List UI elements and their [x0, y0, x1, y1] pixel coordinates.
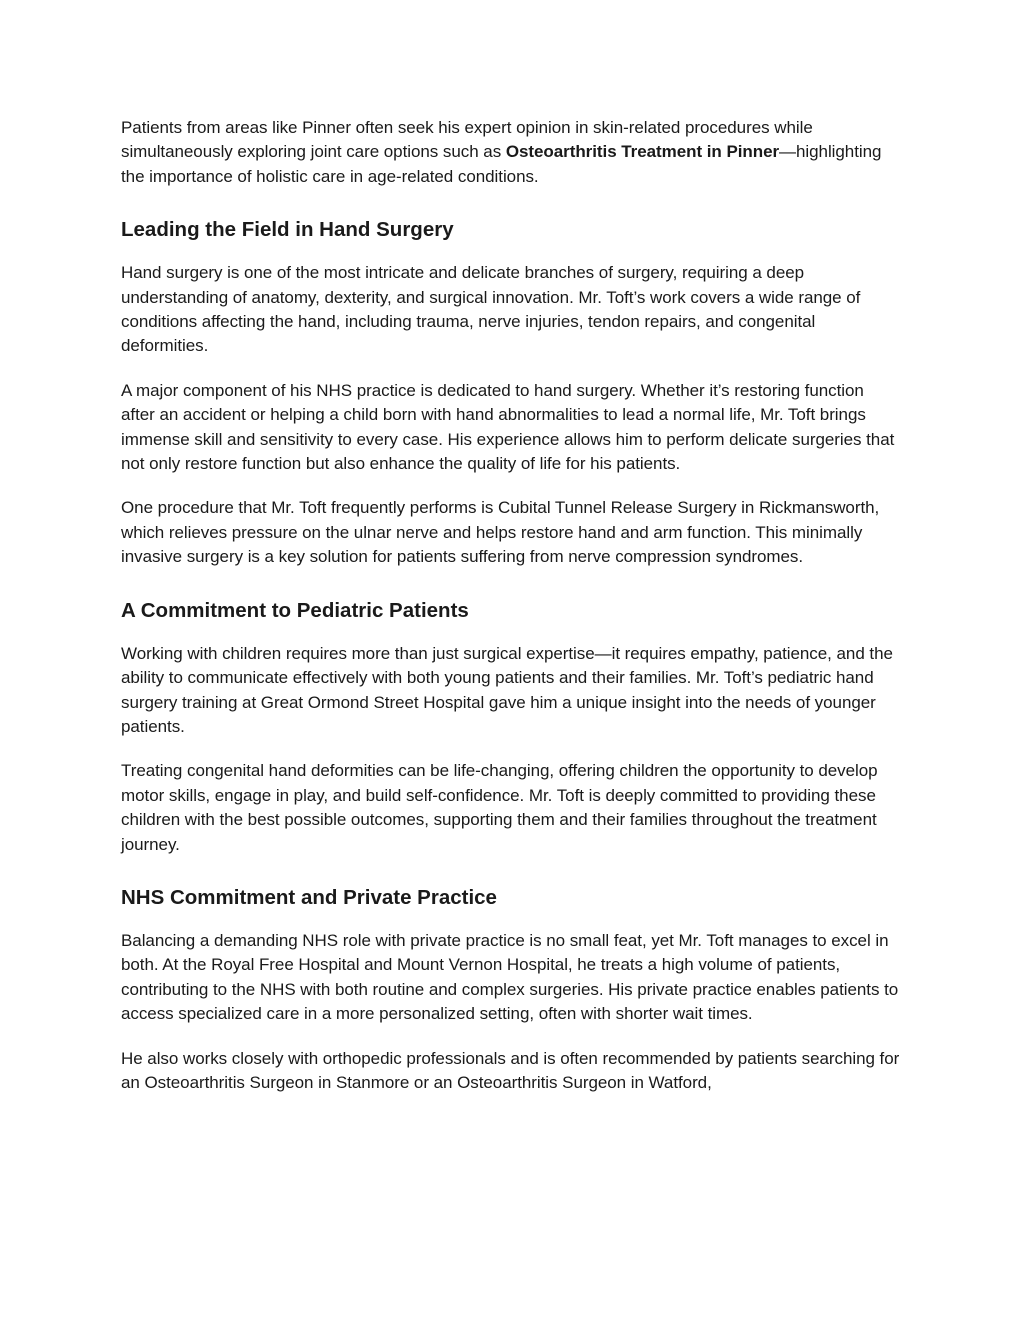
pediatric-paragraph-2: Treating congenital hand deformities can be life-changing, offering children the opportunity to develop motor skills, engage in play, and build self-confidence. Mr. Toft is deeply committed to providing these children with the best possible outcomes, supporting them and their families throughout the treatment journey. [121, 761, 878, 854]
nhs-private-paragraph-2: He also works closely with orthopedic professionals and is often recommended by patients searching for an Osteoarthritis Surgeon in Stanmore or an Osteoarthritis Surgeon in Watford, [121, 1048, 900, 1092]
intro-bold-keyword: Osteoarthritis Treatment in Pinner [505, 142, 780, 162]
document-page [121, 116, 901, 1095]
nhs-private-paragraph-1: Balancing a demanding NHS role with private practice is no small feat, yet Mr. Toft manages to excel in both. At the Royal Free Hospital and Mount Vernon Hospital, he treats a high volume of patients, contributing to the NHS with both routine and complex surgeries. His private practice enables patients to access specialized care in a more personalized setting, often with shorter wait times. [121, 930, 899, 1024]
section-heading-hand-surgery: Leading the Field in Hand Surgery [121, 218, 454, 242]
section-heading-nhs-private: NHS Commitment and Private Practice [121, 885, 497, 909]
section-heading-pediatric: A Commitment to Pediatric Patients [121, 598, 469, 622]
hand-surgery-paragraph-3: One procedure that Mr. Toft frequently performs is Cubital Tunnel Release Surgery in Rickmansworth, which relieves pressure on the ulnar nerve and helps restore hand and arm function. This minimally invasive surgery is a key solution for patients suffering from nerve compression syndromes. [121, 498, 880, 567]
hand-surgery-paragraph-2: A major component of his NHS practice is dedicated to hand surgery. Whether it’s restoring function after an accident or helping a child born with hand abnormalities to lead a normal life, Mr. Toft brings immense skill and sensitivity to every case. His experience allows him to perform delicate surgeries that not only restore function but also enhance the quality of life for his patients. [121, 380, 895, 474]
pediatric-paragraph-1: Working with children requires more than just surgical expertise—it requires empathy, patience, and the ability to communicate effectively with both young patients and their families. Mr. Toft’s pediatric hand surgery training at Great Ormond Street Hospital gave him a unique insight into the needs of younger patients. [121, 643, 893, 736]
hand-surgery-paragraph-1: Hand surgery is one of the most intricate and delicate branches of surgery, requiring a deep understanding of anatomy, dexterity, and surgical innovation. Mr. Toft’s work covers a wide range of conditions affecting the hand, including trauma, nerve injuries, tendon repairs, and congenital deformities. [121, 263, 861, 356]
intro-text-start: Patients from areas like Pinner often seek his expert opinion in skin-related procedures while simultaneously exploring joint care options such as [121, 118, 813, 162]
intro-paragraph [121, 116, 901, 189]
intro-text-end: —highlighting the importance of holistic care in age-related conditions. [121, 142, 882, 186]
